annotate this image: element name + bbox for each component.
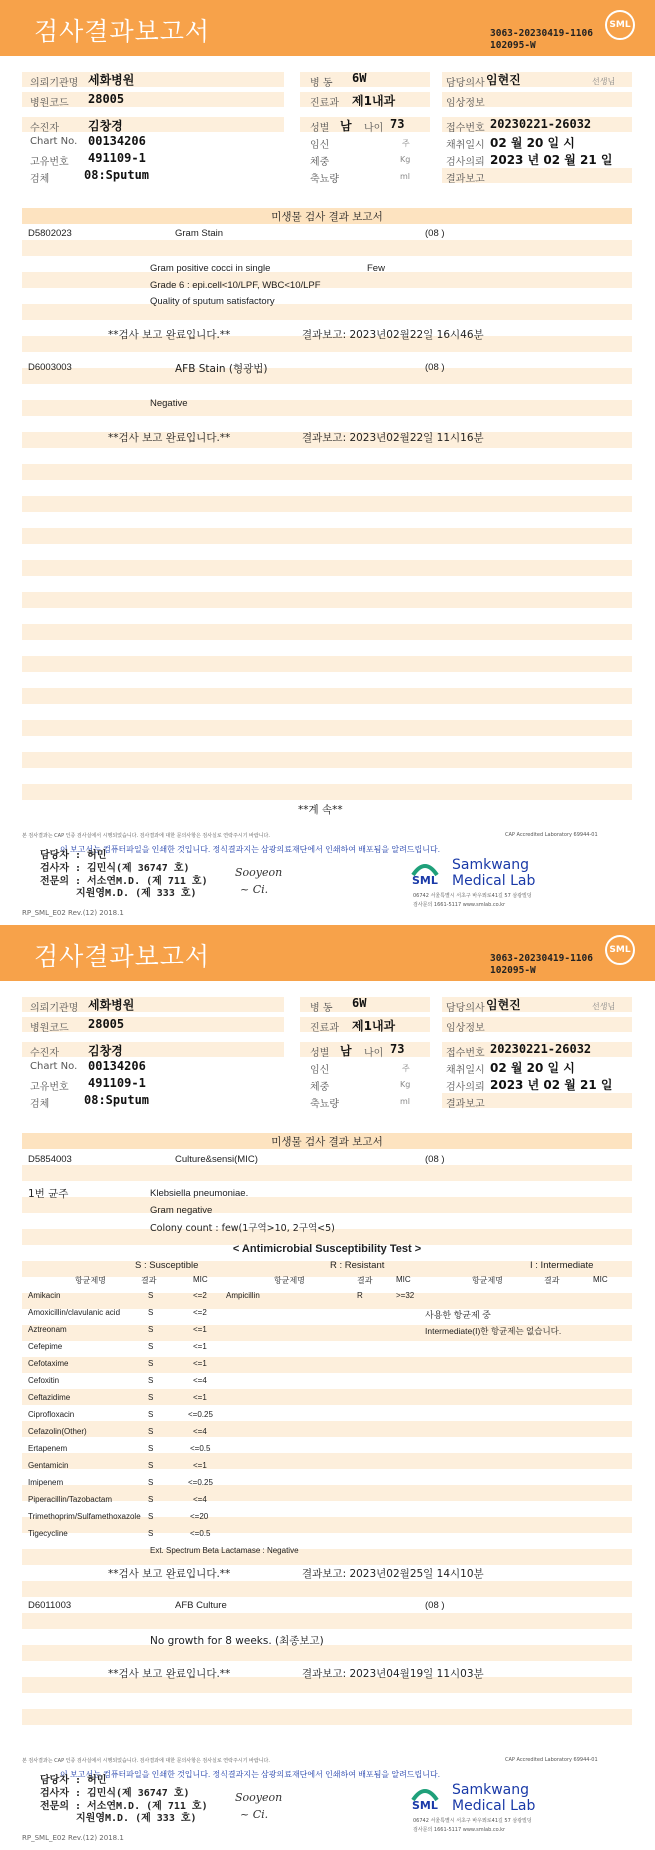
doctor-label: 담당의사 [446, 78, 485, 89]
report-title: 검사결과보고서 [34, 942, 211, 971]
specimen-value: 08:Sputum [84, 168, 150, 182]
ast-result: S [148, 1342, 154, 1351]
ast-result: S [148, 1529, 154, 1538]
ast-mic: <=1 [193, 1342, 207, 1351]
row-stripe [22, 688, 632, 704]
ast-mic: <=1 [193, 1325, 207, 1334]
row-stripe [22, 400, 632, 416]
ast-result: S [148, 1444, 154, 1453]
report-header [0, 925, 655, 981]
staff-line: 담당자 : 허민 [40, 850, 107, 861]
specimen-value: 08:Sputum [84, 1093, 150, 1107]
ast-drug: Cefepime [28, 1342, 63, 1351]
col-mic: MIC [593, 1275, 608, 1284]
signature-icon: Sooyeon [235, 866, 283, 879]
ast-mic: <=4 [193, 1495, 207, 1504]
ast-drug: Ampicillin [226, 1291, 260, 1300]
doctor-value: 임현진 [486, 73, 521, 87]
hospital-code-label: 병원코드 [30, 98, 69, 109]
sml-name-line1: Samkwang [452, 857, 529, 873]
row-stripe [22, 1581, 632, 1597]
row-stripe [22, 240, 632, 256]
result-line: Gram positive cocci in single [150, 263, 271, 274]
result-line: Grade 6 : epi.cell<10/LPF, WBC<10/LPF [150, 280, 321, 291]
sex-value: 남 [340, 1044, 352, 1058]
report-complete: **검사 보고 완료입니다.** [108, 1668, 231, 1680]
sml-address: 06742 서울특별시 서초구 바우뫼로41길 57 삼광빌딩 [413, 1818, 532, 1824]
disclaimer: 이 보고서는 컴퓨터파일을 인쇄한 것입니다. 정식결과지는 삼광의료재단에서 인쇄하여 배포됨을 알려드립니다. [60, 845, 440, 854]
col-drug: 항균제명 [75, 1276, 106, 1285]
result-line: No growth for 8 weeks. (최종보고) [150, 1635, 324, 1647]
legend-resistant: R : Resistant [330, 1260, 385, 1271]
report-time: 결과보고: 2023년02월25일 14시10분 [302, 1568, 484, 1580]
ast-result: S [148, 1512, 154, 1521]
sml-logo-icon: SML [605, 10, 635, 40]
test-specimen: (08 ) [425, 1600, 445, 1611]
report-complete: **검사 보고 완료입니다.** [108, 1568, 231, 1580]
test-specimen: (08 ) [425, 1154, 445, 1165]
sml-name-line2: Medical Lab [452, 1798, 536, 1814]
ast-mic: <=2 [193, 1291, 207, 1300]
isolate-label: 1번 균주 [28, 1188, 69, 1200]
ast-mic: <=0.25 [188, 1410, 213, 1419]
ast-drug: Trimethoprim/Sulfamethoxazole [28, 1512, 141, 1521]
ast-drug: Ceftazidime [28, 1393, 71, 1402]
ast-result: S [148, 1427, 154, 1436]
result-line: Negative [150, 398, 188, 409]
row-stripe [22, 1645, 632, 1661]
row-stripe [22, 464, 632, 480]
id-label: 고유번호 [30, 157, 69, 168]
urine-unit: ml [400, 1097, 411, 1106]
ward-label: 병 동 [310, 1003, 333, 1014]
patient-value: 김창경 [88, 119, 123, 133]
ast-title: < Antimicrobial Susceptibility Test > [232, 1243, 422, 1255]
sex-label: 성별 [310, 123, 330, 134]
ast-result: S [148, 1359, 154, 1368]
ast-drug: Amikacin [28, 1291, 61, 1300]
ast-mic: <=20 [190, 1512, 209, 1521]
legend-susceptible: S : Susceptible [135, 1260, 199, 1271]
ast-mic: <=0.5 [190, 1444, 211, 1453]
row-stripe [22, 1421, 632, 1437]
ast-note: Intermediate(I)한 항균제는 없습니다. [425, 1326, 562, 1336]
receipt-value: 20230221-26032 [490, 117, 592, 131]
test-name: AFB Stain (형광법) [175, 363, 268, 375]
col-drug: 항균제명 [274, 1276, 305, 1285]
ast-result: R [357, 1291, 363, 1300]
chart-value: 00134206 [88, 1059, 146, 1073]
ast-result: S [148, 1308, 154, 1317]
footer-fine-print: 본 검사결과는 CAP 인증 검사실에서 시행되었습니다. 검사결과에 대한 문의사항은 검사실로 연락주시기 바랍니다. [22, 833, 270, 839]
staff-line: 검사자 : 김민식(제 36747 호) [40, 863, 190, 874]
ast-mic: <=1 [193, 1461, 207, 1470]
ast-drug: Cefotaxime [28, 1359, 69, 1368]
row-stripe [22, 720, 632, 736]
row-stripe [22, 1709, 632, 1725]
chart-label: Chart No. [30, 1061, 78, 1072]
dept-label: 진료과 [310, 1023, 339, 1034]
report-code [490, 953, 625, 977]
row-stripe [22, 1197, 632, 1213]
ast-result: S [148, 1478, 154, 1487]
ast-drug: Cefoxitin [28, 1376, 60, 1385]
hospital-code-label: 병원코드 [30, 1023, 69, 1034]
row-stripe [22, 1389, 632, 1405]
report-time: 결과보고: 2023년02월22일 11시16분 [302, 432, 484, 444]
ast-result: S [148, 1291, 154, 1300]
ast-mic: <=2 [193, 1308, 207, 1317]
organism-name: Klebsiella pneumoniae. [150, 1188, 249, 1199]
sml-name [452, 857, 535, 889]
ast-mic: <=0.25 [188, 1478, 213, 1487]
staff-line: 담당자 : 허민 [40, 1775, 107, 1786]
disclaimer: 이 보고서는 컴퓨터파일을 인쇄한 것입니다. 정식결과지는 삼광의료재단에서 인쇄하여 배포됨을 알려드립니다. [60, 1770, 440, 1779]
ast-drug: Aztreonam [28, 1325, 67, 1334]
ast-drug: Ciprofloxacin [28, 1410, 75, 1419]
doctor-suffix: 선생님 [592, 77, 616, 86]
svg-text:SML: SML [412, 1799, 438, 1810]
ast-mic: <=4 [193, 1376, 207, 1385]
signature-icon: Sooyeon [235, 1791, 283, 1804]
weight-label: 체중 [310, 157, 330, 168]
test-code: D5854003 [28, 1154, 72, 1165]
hospital-value: 세화병원 [88, 73, 135, 87]
row-stripe [22, 1357, 632, 1373]
test-specimen: (08 ) [425, 228, 445, 239]
col-result: 결과 [141, 1276, 157, 1285]
request-value: 2023 년 02 월 21 일 [490, 153, 613, 167]
sml-name-line1: Samkwang [452, 1782, 529, 1798]
ast-drug: Gentamicin [28, 1461, 69, 1470]
staff-line: 전문의 : 서소연M.D. (제 711 호) [40, 876, 208, 887]
footer-fine-print: 본 검사결과는 CAP 인증 검사실에서 시행되었습니다. 검사결과에 대한 문의사항은 검사실로 연락주시기 바랍니다. [22, 1758, 270, 1764]
test-name: Gram Stain [175, 228, 224, 239]
result-line: Quality of sputum satisfactory [150, 296, 275, 307]
sml-logo-icon [410, 1780, 440, 1810]
form-id: RP_SML_E02 Rev.(12) 2018.1 [22, 1834, 124, 1842]
staff-line: 지원영M.D. (제 333 호) [76, 888, 197, 899]
collect-label: 채취일시 [446, 140, 485, 151]
staff-line: 전문의 : 서소연M.D. (제 711 호) [40, 1801, 208, 1812]
report-code-line1: 3063-20230419-1106 [490, 953, 593, 964]
clinical-label: 임상정보 [446, 1023, 485, 1034]
row-stripe [22, 592, 632, 608]
receipt-label: 접수번호 [446, 123, 485, 134]
report-title: 검사결과보고서 [34, 17, 211, 46]
ward-value: 6W [352, 71, 367, 85]
form-id: RP_SML_E02 Rev.(12) 2018.1 [22, 909, 124, 917]
test-name: Culture&sensi(MIC) [175, 1154, 258, 1165]
row-stripe [22, 1165, 632, 1181]
report-page-2 [0, 925, 655, 1850]
report-time: 결과보고: 2023년04월19일 11시03분 [302, 1668, 484, 1680]
ast-drug: Amoxicillin/clavulanic acid [28, 1308, 121, 1317]
ward-label: 병 동 [310, 78, 333, 89]
patient-label: 수진자 [30, 1048, 59, 1059]
row-stripe [22, 1613, 632, 1629]
id-value: 491109-1 [88, 1076, 146, 1090]
report-label: 결과보고 [446, 174, 485, 185]
row-stripe [22, 304, 632, 320]
test-specimen: (08 ) [425, 362, 445, 373]
age-value: 73 [390, 1042, 405, 1056]
signature-icon: ~ Ci. [240, 883, 269, 896]
row-stripe [22, 1293, 632, 1309]
hospital-value: 세화병원 [88, 998, 135, 1012]
result-value: Few [367, 263, 385, 274]
col-mic: MIC [193, 1275, 208, 1284]
ast-drug: Ertapenem [28, 1444, 68, 1453]
sml-logo-icon [410, 855, 440, 885]
info-row-bg [22, 117, 284, 132]
legend-intermediate: I : Intermediate [530, 1260, 594, 1271]
dept-label: 진료과 [310, 98, 339, 109]
test-name: AFB Culture [175, 1600, 227, 1611]
doctor-suffix: 선생님 [592, 1002, 616, 1011]
col-result: 결과 [544, 1276, 560, 1285]
patient-label: 수진자 [30, 123, 59, 134]
report-header [0, 0, 655, 56]
ast-mic: <=1 [193, 1393, 207, 1402]
test-code: D5802023 [28, 228, 72, 239]
chart-value: 00134206 [88, 134, 146, 148]
cap-accreditation: CAP Accredited Laboratory 69944-01 [505, 832, 598, 838]
weight-unit: Kg [400, 1080, 411, 1089]
age-value: 73 [390, 117, 405, 131]
ast-result: S [148, 1325, 154, 1334]
collect-value: 02 월 20 일 시 [490, 136, 575, 150]
preg-label: 임신 [310, 1065, 330, 1076]
col-result: 결과 [357, 1276, 373, 1285]
report-complete: **검사 보고 완료입니다.** [108, 432, 231, 444]
colony-count: Colony count : few(1구역>10, 2구역<5) [150, 1223, 335, 1234]
specimen-label: 검체 [30, 174, 50, 185]
sml-contact: 검사문의 1661-5117 www.smlab.co.kr [413, 1827, 506, 1833]
sex-label: 성별 [310, 1048, 330, 1059]
row-stripe [22, 528, 632, 544]
id-value: 491109-1 [88, 151, 146, 165]
cap-accreditation: CAP Accredited Laboratory 69944-01 [505, 1757, 598, 1763]
urine-label: 축뇨량 [310, 1099, 339, 1110]
request-value: 2023 년 02 월 21 일 [490, 1078, 613, 1092]
ast-result: S [148, 1393, 154, 1402]
ast-result: S [148, 1461, 154, 1470]
request-label: 검사의뢰 [446, 1082, 485, 1093]
sml-logo-icon: SML [605, 935, 635, 965]
ast-drug: Imipenem [28, 1478, 64, 1487]
preg-unit: 주 [402, 1064, 410, 1073]
preg-label: 임신 [310, 140, 330, 151]
ast-result: S [148, 1376, 154, 1385]
dept-value: 제1내과 [352, 94, 396, 108]
doctor-label: 담당의사 [446, 1003, 485, 1014]
weight-label: 체중 [310, 1082, 330, 1093]
age-label: 나이 [364, 1048, 384, 1059]
sex-value: 남 [340, 119, 352, 133]
ast-drug: Cefazolin(Other) [28, 1427, 87, 1436]
col-mic: MIC [396, 1275, 411, 1284]
hospital-label: 의뢰기관명 [30, 78, 79, 89]
staff-line: 지원영M.D. (제 333 호) [76, 1813, 197, 1824]
collect-value: 02 월 20 일 시 [490, 1061, 575, 1075]
report-code [490, 28, 625, 52]
row-stripe [22, 368, 632, 384]
patient-value: 김창경 [88, 1044, 123, 1058]
report-time: 결과보고: 2023년02월22일 16시46분 [302, 329, 484, 341]
ast-mic: <=4 [193, 1427, 207, 1436]
hospital-label: 의뢰기관명 [30, 1003, 79, 1014]
test-code: D6003003 [28, 362, 72, 373]
sml-name [452, 1782, 535, 1814]
id-label: 고유번호 [30, 1082, 69, 1093]
hospital-code-value: 28005 [88, 1017, 125, 1031]
ast-result: S [148, 1495, 154, 1504]
staff-line: 검사자 : 김민식(제 36747 호) [40, 1788, 190, 1799]
ast-mic: <=1 [193, 1359, 207, 1368]
collect-label: 채취일시 [446, 1065, 485, 1076]
section-title: 미생물 검사 결과 보고서 [271, 211, 383, 223]
report-code-line1: 3063-20230419-1106 [490, 28, 593, 39]
continued-note: **계 속** [298, 804, 343, 816]
row-stripe [22, 752, 632, 768]
chart-label: Chart No. [30, 136, 78, 147]
sml-address: 06742 서울특별시 서초구 바우뫼로41길 57 삼광빌딩 [413, 893, 532, 899]
row-stripe [22, 624, 632, 640]
esbl-result: Ext. Spectrum Beta Lactamase : Negative [150, 1546, 299, 1555]
doctor-value: 임현진 [486, 998, 521, 1012]
col-drug: 항균제명 [472, 1276, 503, 1285]
urine-unit: ml [400, 172, 411, 181]
age-label: 나이 [364, 123, 384, 134]
hospital-code-value: 28005 [88, 92, 125, 106]
report-code-line2: 102095-W [490, 40, 536, 51]
dept-value: 제1내과 [352, 1019, 396, 1033]
sml-name-line2: Medical Lab [452, 873, 536, 889]
clinical-label: 임상정보 [446, 98, 485, 109]
row-stripe [22, 560, 632, 576]
signature-icon: ~ Ci. [240, 1808, 269, 1821]
row-stripe [22, 272, 632, 288]
specimen-label: 검체 [30, 1099, 50, 1110]
row-stripe [22, 1549, 632, 1565]
organism-gram: Gram negative [150, 1205, 213, 1216]
ast-mic: >=32 [396, 1291, 415, 1300]
ast-note: 사용한 항균제 중 [425, 1310, 491, 1320]
row-stripe [22, 1485, 632, 1501]
request-label: 검사의뢰 [446, 157, 485, 168]
row-stripe [22, 496, 632, 512]
sml-contact: 검사문의 1661-5117 www.smlab.co.kr [413, 902, 506, 908]
test-code: D6011003 [28, 1600, 72, 1611]
ast-drug: Tigecycline [28, 1529, 68, 1538]
report-label: 결과보고 [446, 1099, 485, 1110]
ast-drug: Piperacillin/Tazobactam [28, 1495, 113, 1504]
report-code-line2: 102095-W [490, 965, 536, 976]
svg-text:SML: SML [412, 874, 438, 885]
info-row-bg [22, 1042, 284, 1057]
urine-label: 축뇨량 [310, 174, 339, 185]
ward-value: 6W [352, 996, 367, 1010]
ast-mic: <=0.5 [190, 1529, 211, 1538]
section-title: 미생물 검사 결과 보고서 [271, 1136, 383, 1148]
report-complete: **검사 보고 완료입니다.** [108, 329, 231, 341]
receipt-value: 20230221-26032 [490, 1042, 592, 1056]
row-stripe [22, 1453, 632, 1469]
preg-unit: 주 [402, 139, 410, 148]
weight-unit: Kg [400, 155, 411, 164]
receipt-label: 접수번호 [446, 1048, 485, 1059]
row-stripe [22, 656, 632, 672]
row-stripe [22, 784, 632, 800]
ast-result: S [148, 1410, 154, 1419]
